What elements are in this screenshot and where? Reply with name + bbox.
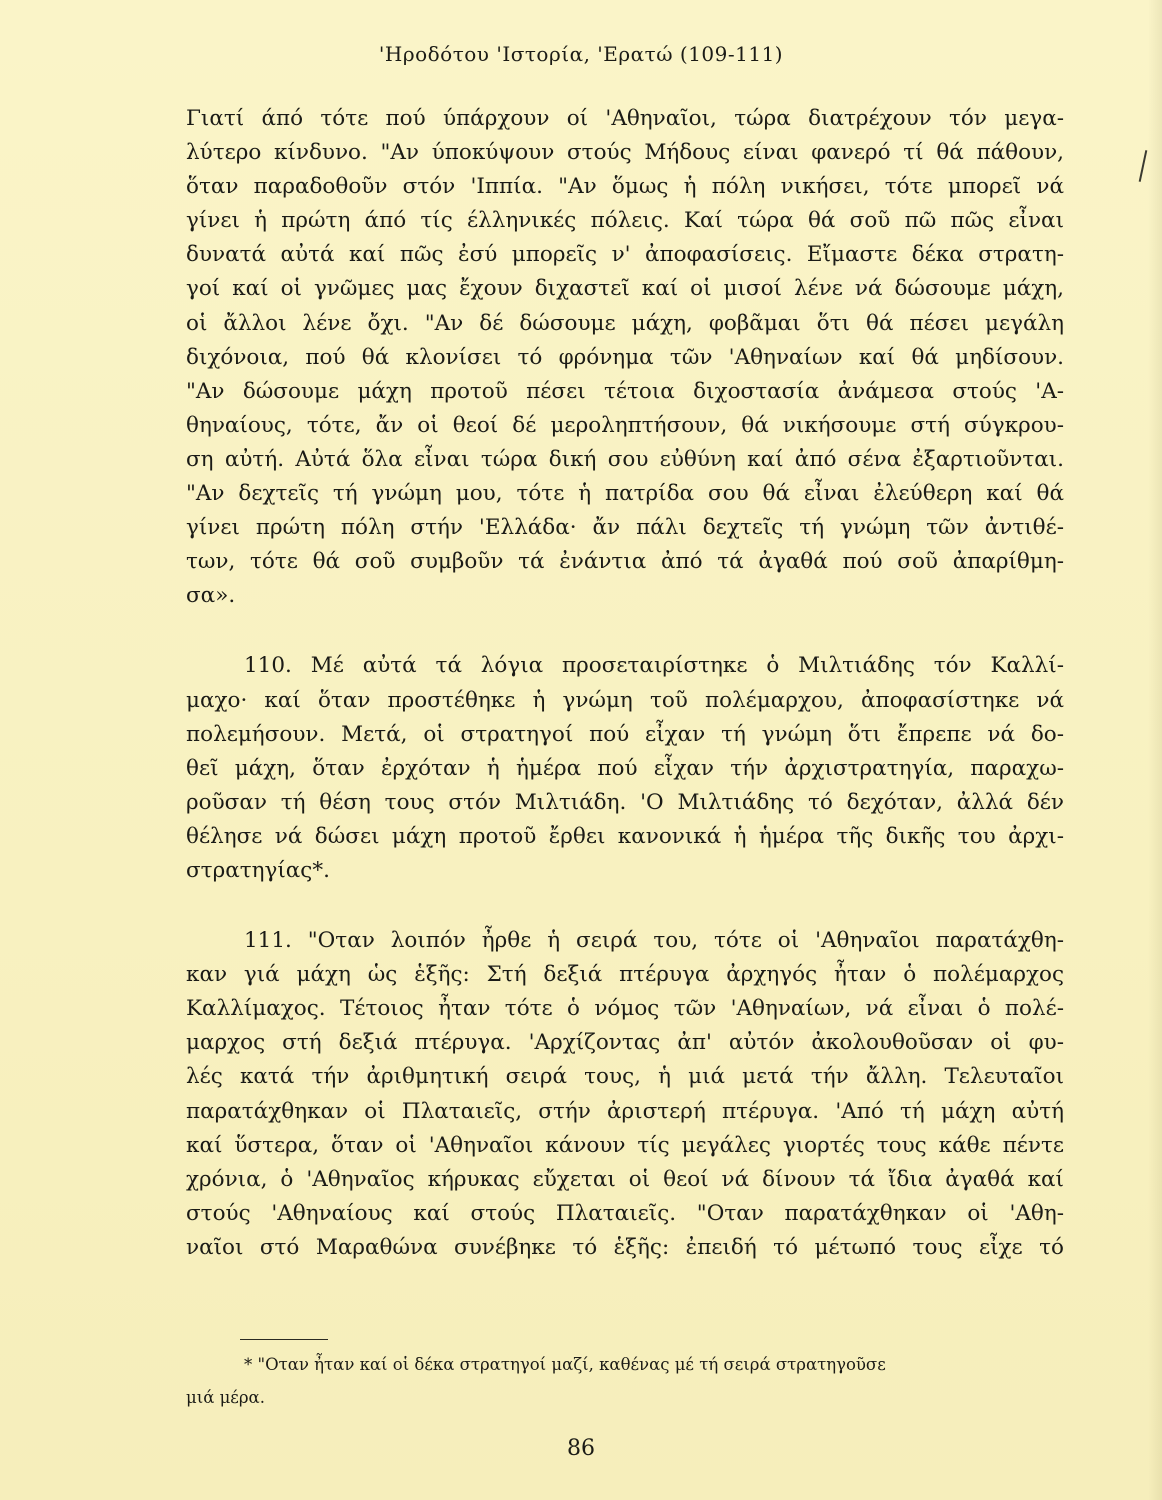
section-111-first-line: 111. "Οταν λοιπόν ἦρθε ἡ σειρά του, τότε οἱ 'Αθηναῖοι παρατάχθη- bbox=[244, 928, 1064, 954]
text-line: Γιατί άπό τότε πού ύπάρχουν οί 'Αθηναῖοι, τώρα διατρέχουν τόν μεγα- bbox=[186, 106, 1064, 131]
text-line: καί ὕστερα, ὅταν οἱ 'Αθηναῖοι κάνουν τίς μεγάλες γιορτές τους κάθε πέντε bbox=[186, 1132, 1064, 1158]
text-line: ὅταν παραδοθοῦν στόν 'Ιππία. "Αν ὅμως ἡ πόλη νικήσει, τότε μπορεῖ νά bbox=[186, 174, 1064, 200]
margin-pencil-mark bbox=[1139, 150, 1148, 182]
text-line: δυνατά αὐτά καί πῶς ἐσύ μπορεῖς ν' ἀποφασίσεις. Εἴμαστε δέκα στρατη- bbox=[186, 242, 1064, 268]
text-line: λύτερο κίνδυνο. "Αν ύποκύψουν στούς Μήδους είναι φανερό τί θά πάθουν, bbox=[186, 140, 1064, 166]
paragraph-gap bbox=[186, 888, 1064, 924]
text-line: λές κατά τήν ἀριθμητική σειρά τους, ἡ μιά μετά τήν ἄλλη. Τελευταῖοι bbox=[186, 1064, 1064, 1090]
text-line: μαρχος στή δεξιά πτέρυγα. 'Αρχίζοντας ἀπ' αὐτόν ἀκολουθοῦσαν οἱ φυ- bbox=[186, 1030, 1064, 1056]
page-number: 86 bbox=[567, 1436, 595, 1461]
text-line: "Αν δεχτεῖς τή γνώμη μου, τότε ἡ πατρίδα σου θά εἶναι ἐλεύθερη καί θά bbox=[186, 481, 1064, 507]
text-line: "Αν δώσουμε μάχη προτοῦ πέσει τέτοια διχοστασία ἀνάμεσα στούς 'Α- bbox=[186, 378, 1064, 404]
text-line: γοί καί οἱ γνῶμες μας ἔχουν διχαστεῖ καί οἱ μισοί λένε νά δώσουμε μάχη, bbox=[186, 276, 1064, 302]
text-line: χρόνια, ὁ 'Αθηναῖος κήρυκας εὔχεται οἱ θεοί νά δίνουν τά ἴδια ἀγαθά καί bbox=[186, 1166, 1064, 1192]
text-line: ση αὐτή. Αὐτά ὅλα εἶναι τώρα δική σου εὐθύνη καί ἀπό σένα ἐξαρτιοῦνται. bbox=[186, 446, 1064, 472]
text-line: θηναίους, τότε, ἄν οἱ θεοί δέ μεροληπτήσουν, θά νικήσουμε στή σύγκρου- bbox=[186, 412, 1064, 438]
text-line: θέλησε νά δώσει μάχη προτοῦ ἔρθει κανονικά ἡ ἡμέρα τῆς δικῆς του ἀρχι- bbox=[186, 823, 1064, 849]
text-line: μαχο· καί ὅταν προστέθηκε ἡ γνώμη τοῦ πολέμαρχου, ἀποφασίστηκε νά bbox=[186, 687, 1064, 713]
text-line: οἱ ἄλλοι λένε ὄχι. "Αν δέ δώσουμε μάχη, φοβᾶμαι ὅτι θά πέσει μεγάλη bbox=[186, 310, 1064, 336]
text-line: στρατηγίας*. bbox=[186, 857, 330, 883]
text-line: ναῖοι στό Μαραθώνα συνέβηκε τό ἑξῆς: ἐπειδή τό μέτωπό τους εἶχε τό bbox=[186, 1234, 1064, 1260]
text-line: διχόνοια, πού θά κλονίσει τό φρόνημα τῶν 'Αθηναίων καί θά μηδίσουν. bbox=[186, 344, 1064, 370]
paragraph-gap bbox=[186, 613, 1064, 649]
page-edge-shadow bbox=[1148, 0, 1162, 1500]
text-line: πολεμήσουν. Μετά, οἱ στρατηγοί πού εἶχαν τή γνώμη ὅτι ἔπρεπε νά δο- bbox=[186, 721, 1064, 747]
text-line: των, τότε θά σοῦ συμβοῦν τά ἐνάντια ἀπό τά ἀγαθά πού σοῦ ἀπαρίθμη- bbox=[186, 549, 1064, 575]
text-line: γίνει πρώτη πόλη στήν 'Ελλάδα· ἄν πάλι δεχτεῖς τή γνώμη τῶν ἀντιθέ- bbox=[186, 515, 1064, 541]
text-line: καν γιά μάχη ὡς ἑξῆς: Στή δεξιά πτέρυγα ἀρχηγός ἦταν ὁ πολέμαρχος bbox=[186, 962, 1064, 988]
running-header: 'Ηροδότου 'Ιστορία, 'Ερατώ (109-111) bbox=[378, 42, 784, 66]
text-line: γίνει ἡ πρώτη άπό τίς έλληνικές πόλεις. Καί τώρα θά σοῦ πῶ πῶς εἶναι bbox=[186, 208, 1064, 234]
text-line: θεῖ μάχη, ὅταν ἐρχόταν ἡ ἡμέρα πού εἶχαν τήν ἀρχιστρατηγία, παραχω- bbox=[186, 755, 1064, 781]
text-line: παρατάχθηκαν οἱ Πλαταιεῖς, στήν ἀριστερή πτέρυγα. 'Από τή μάχη αὐτή bbox=[186, 1098, 1064, 1124]
section-110-first-line: 110. Μέ αὐτά τά λόγια προσεταιρίστηκε ὁ Μιλτιάδης τόν Καλλί- bbox=[244, 653, 1064, 679]
text-line: ροῦσαν τή θέση τους στόν Μιλτιάδη. 'Ο Μιλτιάδης τό δεχόταν, ἀλλά δέν bbox=[186, 789, 1064, 815]
footnote-separator bbox=[240, 1339, 328, 1340]
footnote bbox=[186, 1348, 1064, 1414]
footnote-line: * "Οταν ἦταν καί οἱ δέκα στρατηγοί μαζί, καθένας μέ τή σειρά στρατηγοῦσε bbox=[244, 1355, 886, 1374]
footnote-line: μιά μέρα. bbox=[186, 1388, 265, 1407]
main-text-block bbox=[186, 102, 1064, 1265]
text-line: Καλλίμαχος. Τέτοιος ἦταν τότε ὁ νόμος τῶν 'Αθηναίων, νά εἶναι ὁ πολέ- bbox=[186, 996, 1064, 1022]
text-line: σα». bbox=[186, 583, 236, 609]
text-line: στούς 'Αθηναίους καί στούς Πλαταιεῖς. "Οταν παρατάχθηκαν οἱ 'Αθη- bbox=[186, 1200, 1064, 1226]
